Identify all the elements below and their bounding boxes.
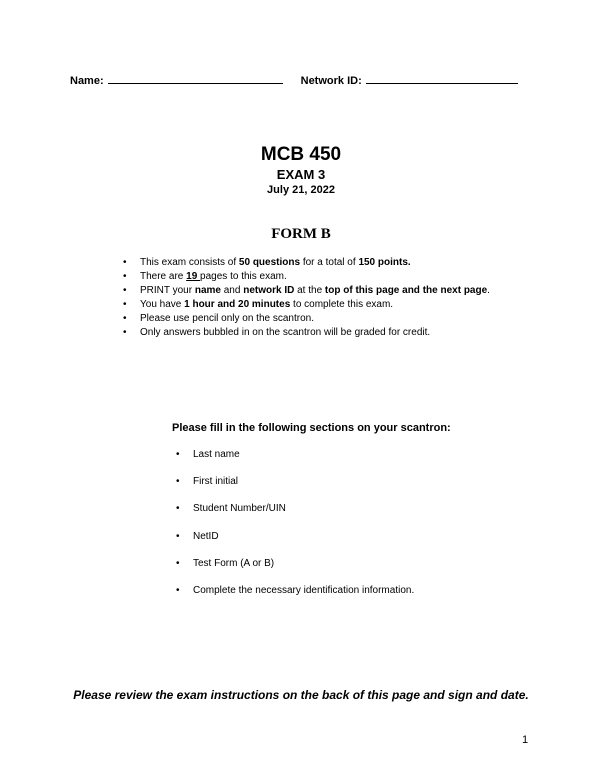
rule-text: PRINT your (140, 284, 195, 296)
scantron-item: • Student Number/UIN (176, 502, 476, 529)
rule-item (118, 284, 538, 298)
rule-text: pages to this exam. (200, 270, 287, 282)
rule-text: top of this page and the next page (324, 284, 488, 296)
rule-text: This exam consists of (140, 257, 239, 268)
rule-text: name (194, 284, 221, 296)
rule-text: and (220, 284, 244, 296)
rule-item (118, 298, 538, 312)
scantron-heading: Please fill in the following sections on your scantron: (172, 422, 451, 434)
scantron-item: • Last name (176, 448, 476, 475)
rule-text: You have (140, 298, 185, 310)
rule-text: . (487, 284, 490, 296)
rule-item (118, 256, 538, 270)
rule-text: for a total of (300, 257, 359, 268)
rule-item (118, 312, 538, 326)
rule-text: network ID (243, 284, 295, 296)
name-label: Name: (70, 75, 104, 87)
rule-text: There are (140, 270, 187, 282)
scantron-item: • Test Form (A or B) (176, 557, 476, 584)
exam-rules-list (118, 256, 538, 339)
scantron-item: • Complete the necessary identification information. (176, 584, 476, 611)
rule-text: at the (294, 284, 325, 296)
rule-text: 50 questions (238, 257, 301, 268)
rule-text: 19 (186, 270, 201, 282)
rule-item (118, 270, 538, 284)
page-number: 1 (522, 734, 529, 746)
rule-text: Only answers bubbled in on the scantron will be graded for credit. (140, 326, 431, 338)
name-blank[interactable] (108, 73, 283, 84)
scantron-sections-list (176, 448, 476, 611)
rule-text: 1 hour and 20 minutes (184, 298, 291, 310)
header-fields (70, 73, 540, 87)
rule-text: to complete this exam. (290, 298, 394, 310)
netid-blank[interactable] (366, 73, 518, 84)
netid-label: Network ID: (300, 75, 362, 87)
course-title: MCB 450 (260, 144, 342, 165)
rule-text: 150 points. (358, 257, 411, 268)
rule-text: Please use pencil only on the scantron. (140, 312, 314, 324)
scantron-item: • NetID (176, 530, 476, 557)
scantron-item: • First initial (176, 475, 476, 502)
form-label: FORM B (271, 226, 331, 242)
review-note: Please review the exam instructions on the back of this page and sign and date. (73, 688, 529, 702)
exam-title: EXAM 3 (276, 167, 326, 182)
rule-item (118, 326, 538, 340)
exam-date: July 21, 2022 (267, 184, 335, 196)
